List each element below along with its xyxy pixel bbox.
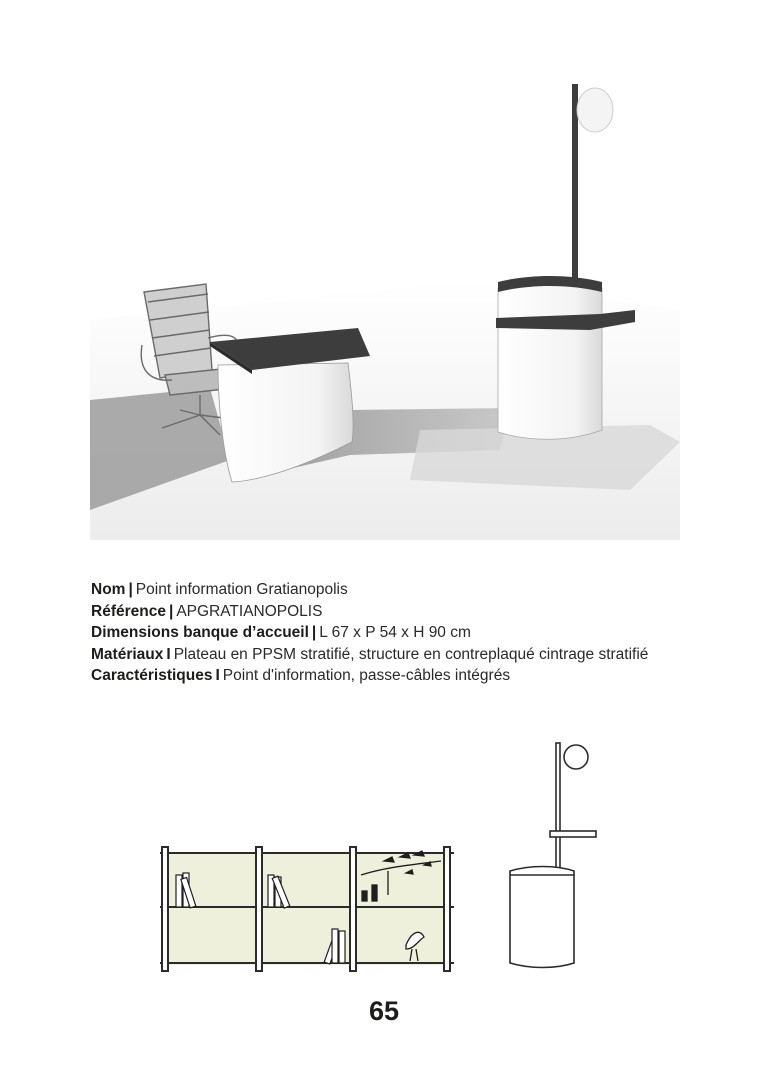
hero-render-image [90, 70, 680, 540]
spec-row-reference [91, 601, 651, 623]
spec-row-dimensions [91, 622, 651, 644]
spec-label: Référence [91, 602, 166, 620]
spec-row-materials [91, 644, 651, 666]
shelf-elevation-drawing [156, 845, 456, 975]
spec-separator: I [215, 667, 220, 684]
spec-separator: I [166, 645, 171, 663]
spec-label: Nom [91, 581, 126, 598]
spec-label: Caractéristiques [91, 667, 213, 684]
spec-value: Plateau en PPSM stratifié, structure en contreplaqué cintrage stratifié [173, 645, 649, 663]
front-elevation-drawing [500, 735, 610, 975]
spec-value: APGRATIANOPOLIS [176, 602, 323, 620]
spec-separator: | [128, 581, 133, 598]
page-number: 65 [368, 996, 400, 1026]
spec-row-name [91, 579, 651, 601]
spec-separator: | [168, 602, 174, 620]
product-specs [91, 579, 651, 687]
spec-separator: | [311, 624, 317, 641]
spec-value: L 67 x P 54 x H 90 cm [319, 624, 471, 641]
spec-value: Point information Gratianopolis [135, 581, 348, 598]
spec-label: Dimensions banque d’accueil [91, 624, 309, 641]
spec-value: Point d'information, passe-câbles intégrés [222, 667, 511, 684]
spec-label: Matériaux [91, 645, 164, 663]
spec-row-features [91, 665, 651, 687]
